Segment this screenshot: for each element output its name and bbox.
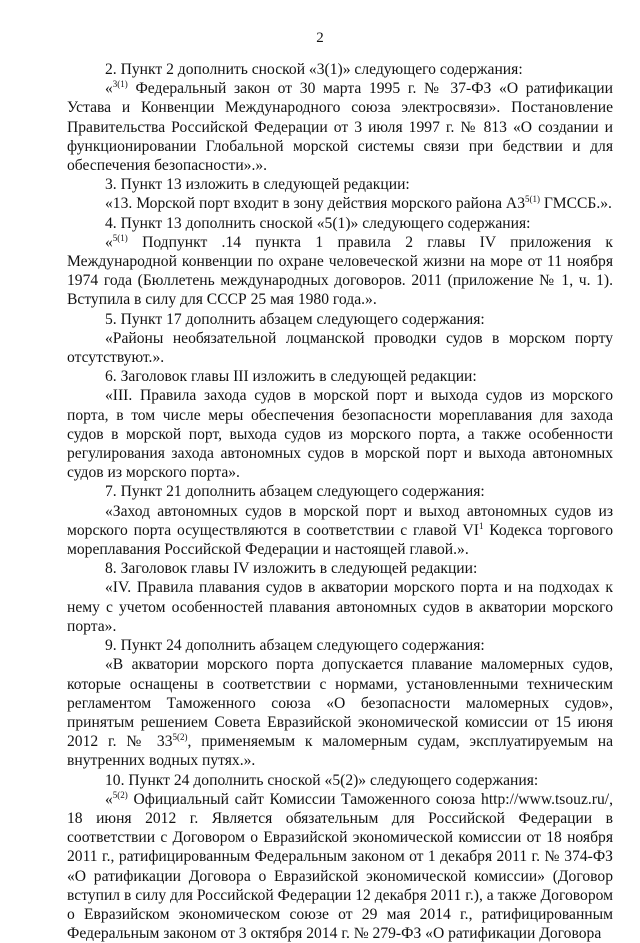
paragraph-text: 5. Пункт 17 дополнить абзацем следующего содержания: — [105, 310, 485, 328]
footnote-mark: 5(2) — [112, 789, 128, 800]
footnote-mark: 1 — [478, 520, 484, 531]
paragraph-text: «13. Морской порт входит в зону действия морского района А3 — [105, 195, 525, 213]
paragraph-text: 4. Пункт 13 дополнить сноской «5(1)» следующего содержания: — [105, 214, 531, 232]
paragraph — [67, 636, 613, 655]
paragraph-text: « — [105, 80, 113, 98]
paragraph-text: 2. Пункт 2 дополнить сноской «3(1)» следующего содержания: — [105, 61, 523, 78]
paragraph-text: 8. Заголовок главы IV изложить в следующей редакции: — [105, 560, 478, 578]
page-number: 2 — [316, 30, 324, 46]
paragraph — [67, 386, 613, 482]
paragraph-text: «III. Правила захода судов в морской порт и выхода судов из морского порта, в том числе меры обеспечения безопасности мореплавания для захода судов в морской порт, выхода судов из морского порта, а также особенности регулирования захода автономных судов в морской порт и выхода автономных судов из морского порта». — [67, 387, 613, 482]
paragraph — [67, 655, 613, 770]
paragraph — [67, 60, 613, 79]
paragraph — [67, 214, 613, 233]
footnote-mark: 5(2) — [172, 732, 188, 743]
footnote-mark: 3(1) — [112, 79, 128, 90]
paragraph-text: 3. Пункт 13 изложить в следующей редакции: — [105, 176, 410, 194]
paragraph — [67, 310, 613, 329]
footnote-mark: 5(1) — [525, 194, 540, 205]
paragraph — [67, 482, 613, 501]
paragraph-text: , применяемым к маломерным судам, эксплуатируемым на внутренних водных путях.». — [67, 733, 614, 770]
paragraph-text: ГМССБ.». — [540, 195, 612, 213]
paragraph-text: 6. Заголовок главы III изложить в следующей редакции: — [105, 368, 477, 386]
paragraph — [67, 175, 613, 194]
paragraph-text: Подпункт .14 пункта 1 правила 2 главы IV приложения к Международной конвенции по охране человеческой жизни на море от 11 ноября 1974 года (Бюллетень международных договоров. 2011 (приложение № 1, ч. 1). Вступила в силу для СССР 25 мая 1980 года.». — [67, 233, 613, 309]
paragraph — [67, 233, 613, 310]
paragraph — [67, 790, 613, 943]
paragraph — [67, 771, 613, 790]
paragraph — [67, 559, 613, 578]
paragraph-text: «IV. Правила плавания судов в акватории морского порта и на подходах к нему с учетом особенностей плавания автономных судов в акватории морского порта». — [67, 579, 613, 635]
paragraph-text: Официальный сайт Комиссии Таможенного союза http://www.tsouz.ru/, 18 июня 2012 г. Является обязательным для Российской Федерации в соответствии с Договором о Евразийской экономической комиссии от 18 ноября 2011 г., ратифицированным Федеральным законом от 1 декабря 2011 г. № 374-ФЗ «О ратификации Договора о Евразийской экономической комиссии» (Договор вступил в силу для Российской Федерации 12 декабря 2011 г.), а также Договором о Евразийском экономическом союзе от 29 мая 2014 г., ратифицированным Федеральным законом от 3 октября 2014 г. № 279-ФЗ «О ратификации Договора — [67, 790, 613, 943]
paragraph — [67, 329, 613, 367]
paragraph-text: « — [105, 233, 113, 251]
paragraph-text: «Районы необязательной лоцманской проводки судов в морском порту отсутствуют.». — [67, 329, 613, 367]
paragraph-text: Кодекса торгового мореплавания Российской Федерации и настоящей главой.». — [67, 521, 613, 559]
paragraph — [67, 502, 613, 560]
paragraph-text: «Заход автономных судов в морской порт и выход автономных судов из морского порта осуществляются в соответствии с главой VI — [67, 502, 613, 539]
paragraph-text: « — [105, 790, 113, 808]
paragraph-text: 10. Пункт 24 дополнить сноской «5(2)» следующего содержания: — [105, 771, 539, 789]
paragraph — [67, 578, 613, 636]
paragraph-text: «В акватории морского порта допускается плавание маломерных судов, которые оснащены в соответствии с нормами, установленными техническим регламентом Таможенного союза «О безопасности маломерных судов», принятым решением Совета Евразийской экономической комиссии от 15 июня 2012 г. № 33 — [67, 656, 613, 751]
paragraph-text: 9. Пункт 24 дополнить абзацем следующего содержания: — [105, 637, 485, 655]
footnote-mark: 5(1) — [112, 232, 128, 243]
paragraph — [67, 194, 613, 213]
document-body — [67, 60, 613, 943]
paragraph-text: 7. Пункт 21 дополнить абзацем следующего содержания: — [105, 483, 485, 501]
paragraph — [67, 367, 613, 386]
paragraph-text: Федеральный закон от 30 марта 1995 г. № 37-ФЗ «О ратификации Устава и Конвенции Международного союза электросвязи». Постановление Правительства Российской Федерации от 3 июля 1997 г. № 813 «О создании и функционировании Глобальной морской системы связи при бедствии и для обеспечения безопасности».». — [67, 80, 613, 175]
paragraph — [67, 79, 613, 175]
